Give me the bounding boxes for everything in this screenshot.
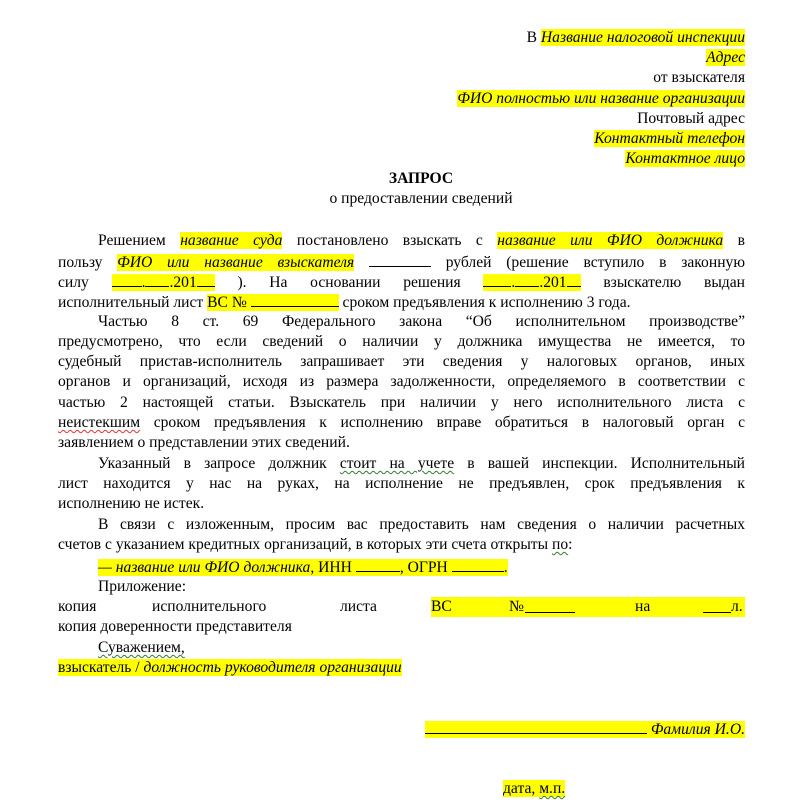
text: постановлено взыскать с — [296, 232, 483, 249]
from-line — [653, 68, 745, 88]
address-line — [706, 48, 745, 68]
text: силу — [58, 274, 89, 291]
text: : — [568, 536, 573, 553]
tax-office-field: Название налоговой инспекции — [540, 29, 745, 46]
text: копия — [58, 598, 97, 615]
writ-attachment-field: ВС № на л. — [431, 597, 745, 617]
effective-date-field: . .201 — [112, 274, 215, 291]
text: листа — [340, 598, 377, 615]
text: Решением — [98, 232, 166, 249]
para1-line1 — [58, 231, 745, 251]
regards-line — [98, 638, 185, 658]
to-prefix: В — [526, 29, 538, 46]
writ-number-field: ВС № — [207, 294, 339, 311]
grammar-phrase: стоит на учете — [339, 455, 455, 472]
para2-line1: Частью 8 ст. 69 Федерального закона “Об исполнительном производстве” — [98, 313, 745, 330]
para2-line3: судебный пристав-исполнитель запрашивает эти сведения у налоговых органов, иных — [58, 353, 745, 370]
attachment-item-2: копия доверенности представителя — [58, 618, 292, 635]
text: рублей (решение вступило в законную — [445, 254, 745, 271]
claimant-field: ФИО или название взыскателя — [117, 254, 355, 271]
text: сроком предъявления к исполнению 3 года. — [342, 294, 631, 311]
para4-line1: В связи с изложенным, просим вас предоставить нам сведения о наличии расчетных — [98, 516, 745, 533]
para1-line4 — [58, 291, 745, 313]
para2-line6 — [58, 413, 745, 433]
addressee-line — [527, 28, 745, 48]
amount-blank — [369, 251, 431, 267]
debtor-details-field: — название или ФИО должника, ИНН , ОГРН . — [98, 559, 508, 576]
para2-line5: частью 2 настоящей статьи. Взыскатель при наличии у него исполнительного листа с — [58, 394, 745, 411]
claimant-name-field: ФИО полностью или название организации — [457, 90, 745, 107]
para2-line7: заявлением о представлении этих сведений. — [58, 434, 350, 451]
document-title: ЗАПРОС — [388, 170, 454, 187]
text: пользу — [58, 254, 103, 271]
signature-line — [425, 718, 745, 740]
text: в вашей инспекции. Исполнительный — [467, 455, 746, 472]
para1-line2 — [58, 251, 745, 273]
signature-field: Фамилия И.О. — [425, 721, 745, 738]
postal-address-line — [637, 109, 745, 129]
text: в — [737, 232, 745, 249]
para2-line2: предусмотрено, что если сведений о наличии у должника имущества не имеется, то — [58, 333, 745, 350]
attachments-title: Приложение: — [98, 578, 187, 595]
from-label: от взыскателя — [653, 69, 745, 86]
address-field: Адрес — [706, 49, 745, 66]
contact-line — [625, 149, 745, 169]
phone-line — [594, 129, 745, 149]
text: исполнительный лист — [58, 294, 204, 311]
date-stamp-field: дата, м.п. — [503, 780, 566, 797]
para2-line4: органов и организаций, исходя из размера задолженности, определяемого в соответствии с — [58, 373, 745, 390]
grammar-word: по — [552, 536, 569, 553]
debtor-field: название или ФИО должника — [497, 232, 724, 249]
debtor-line — [98, 556, 508, 578]
para3-line2: лист находится у нас на руках, на исполнение не предъявлен, срок предъявления к — [58, 475, 745, 492]
text: счетов с указанием кредитных организаций, в которых эти счета открыты — [58, 536, 549, 553]
text: Указанный в запросе должник — [98, 455, 327, 472]
claimant-line — [457, 89, 745, 109]
para3-line3: исполнению не истек. — [58, 495, 205, 512]
text: взыскателю выдан — [603, 274, 745, 291]
text: исполнительного — [152, 598, 267, 615]
text: сроком предъявления к исполнению вправе обратиться в налоговый орган с — [153, 414, 745, 431]
text: ). На основании решения — [237, 274, 461, 291]
regards-text: Суважением, — [98, 639, 185, 656]
phone-field: Контактный телефон — [594, 130, 745, 147]
contact-field: Контактное лицо — [625, 150, 745, 167]
spellcheck-word: неистекшим — [58, 414, 141, 431]
signer-line — [58, 658, 402, 678]
para4-line2 — [58, 535, 745, 555]
document-subtitle: о предоставлении сведений — [329, 190, 513, 207]
signer-field: взыскатель / должность руководителя организации — [58, 659, 402, 676]
decision-date-field: . .201 — [483, 274, 580, 291]
court-field: название суда — [180, 232, 283, 249]
date-line — [503, 779, 565, 799]
para3-line1 — [58, 454, 745, 474]
para1-line3 — [58, 271, 745, 293]
postal-address-label: Почтовый адрес — [637, 110, 745, 127]
